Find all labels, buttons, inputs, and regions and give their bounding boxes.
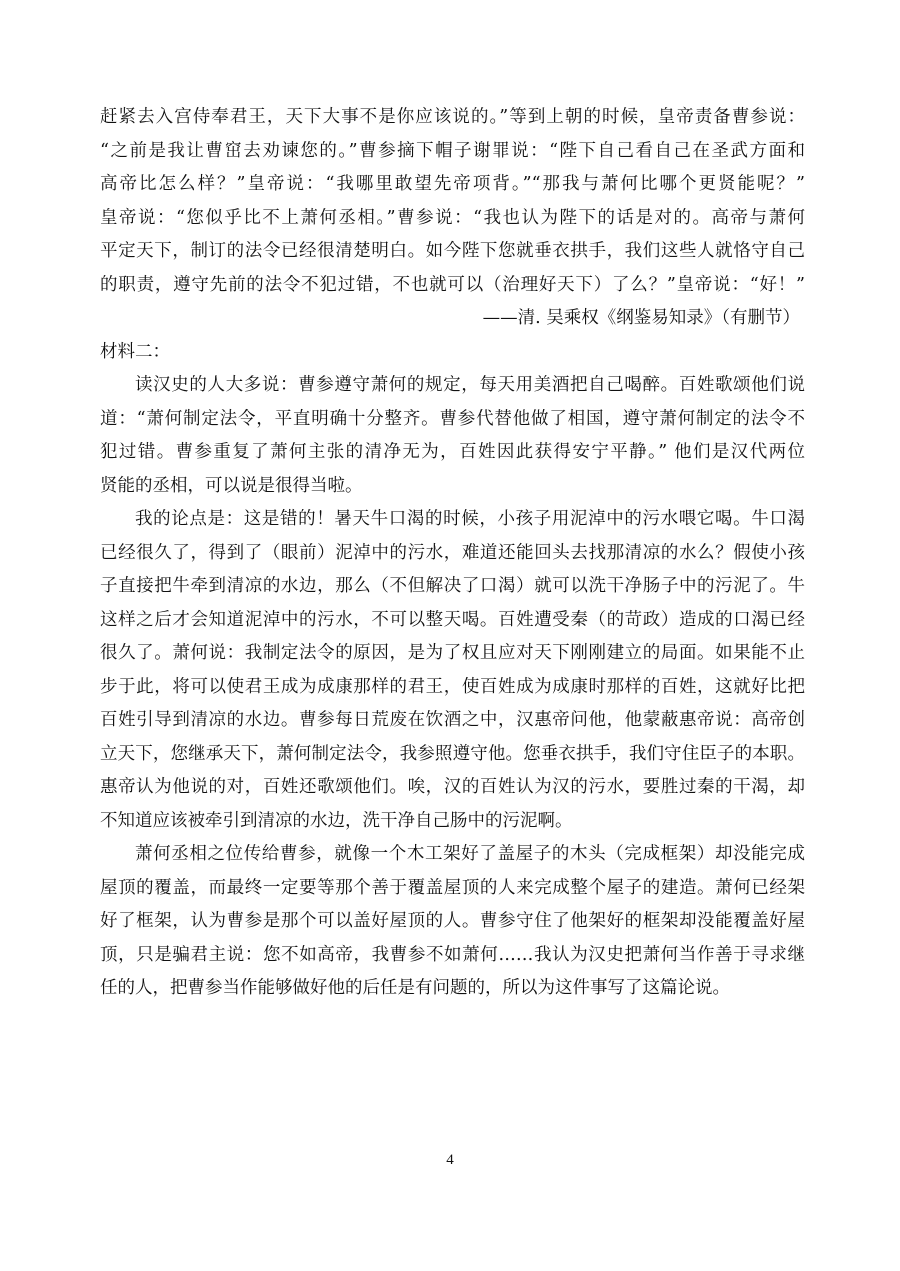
text-line: “之前是我让曹窋去劝谏您的。”曹参摘下帽子谢罪说：“陛下自己看自己在圣武方面和 [100,140,805,161]
section-heading: 材料二： [100,341,170,362]
text-line: 这样之后才会知道泥淖中的污水，不可以整天喝。百姓遭受秦（的苛政）造成的口渴已经 [100,609,805,630]
text-line: 任的人，把曹参当作能够做好他的后任是有问题的，所以为这件事写了这篇论说。 [100,978,730,998]
material-1-text [100,101,805,336]
paragraph [100,838,805,1006]
text-line: 很久了。萧何说：我制定法令的原因，是为了权且应对天下刚刚建立的局面。如果能不止 [100,643,805,663]
paragraph [100,503,805,838]
text-line: 顶，只是骗君主说：您不如高帝，我曹参不如萧何……我认为汉史把萧何当作善于寻求继 [100,944,805,965]
text-line: 道：“萧何制定法令，平直明确十分整齐。曹参代替他做了相国，遵守萧何制定的法令不 [100,408,805,429]
text-line: 读汉史的人大多说：曹参遵守萧何的规定，每天用美酒把自己喝醉。百姓歌颂他们说 [135,375,805,395]
text-line: 我的论点是：这是错的！暑天牛口渴的时候，小孩子用泥淖中的污水喂它喝。牛口渴 [135,509,805,529]
text-line: 步于此，将可以使君王成为成康那样的君王，使百姓成为成康时那样的百姓，这就好比把 [100,676,805,697]
paragraph [100,369,805,503]
text-line: 立天下，您继承天下，萧何制定法令，我参照遵守他。您垂衣拱手，我们守住臣子的本职。 [100,743,805,764]
text-line: 的职责，遵守先前的法令不犯过错，不也就可以（治理好天下）了么？”皇帝说：“好！” [100,274,805,295]
page-number: 4 [446,1152,454,1168]
text-line: 皇帝说：“您似乎比不上萧何丞相。”曹参说：“我也认为陛下的话是对的。高帝与萧何 [100,207,805,228]
text-line: 百姓引导到清凉的水边。曹参每日荒废在饮酒之中，汉惠帝问他，他蒙蔽惠帝说：高帝创 [100,710,805,730]
text-line: 贤能的丞相，可以说是很得当啦。 [100,475,363,496]
text-line: 好了框架，认为曹参是那个可以盖好屋顶的人。曹参守住了他架好的框架却没能覆盖好屋 [100,911,805,931]
document-body [100,101,805,1006]
text-line: 犯过错。曹参重复了萧何主张的清净无为，百姓因此获得安宁平静。” 他们是汉代两位 [100,442,805,462]
text-line: 子直接把牛牵到清凉的水边，那么（不但解决了口渴）就可以洗干净肠子中的污泥了。牛 [100,576,805,596]
source-citation: ——清. 吴乘权《纲鉴易知录》（有删节） [482,308,800,328]
text-line: 高帝比怎么样？”皇帝说：“我哪里敢望先帝项背。”“那我与萧何比哪个更贤能呢？” [100,174,805,194]
text-line: 不知道应该被牵引到清凉的水边，洗干净自己肠中的污泥啊。 [100,810,573,831]
text-line: 屋顶的覆盖，而最终一定要等那个善于覆盖屋顶的人来完成整个屋子的建造。萧何已经架 [100,877,805,898]
text-line: 惠帝认为他说的对，百姓还歌颂他们。唉，汉的百姓认为汉的污水，要胜过秦的干渴，却 [100,777,805,797]
text-line: 已经很久了，得到了（眼前）泥淖中的污水，难道还能回头去找那清凉的水么？假使小孩 [100,542,805,563]
text-line: 平定天下，制订的法令已经很清楚明白。如今陛下您就垂衣拱手，我们这些人就恪守自己 [100,241,805,261]
text-line: 萧何丞相之位传给曹参，就像一个木工架好了盖屋子的木头（完成框架）却没能完成 [135,844,805,864]
text-line: 赶紧去入宫侍奉君王，天下大事不是你应该说的。”等到上朝的时候，皇帝责备曹参说： [100,107,805,127]
